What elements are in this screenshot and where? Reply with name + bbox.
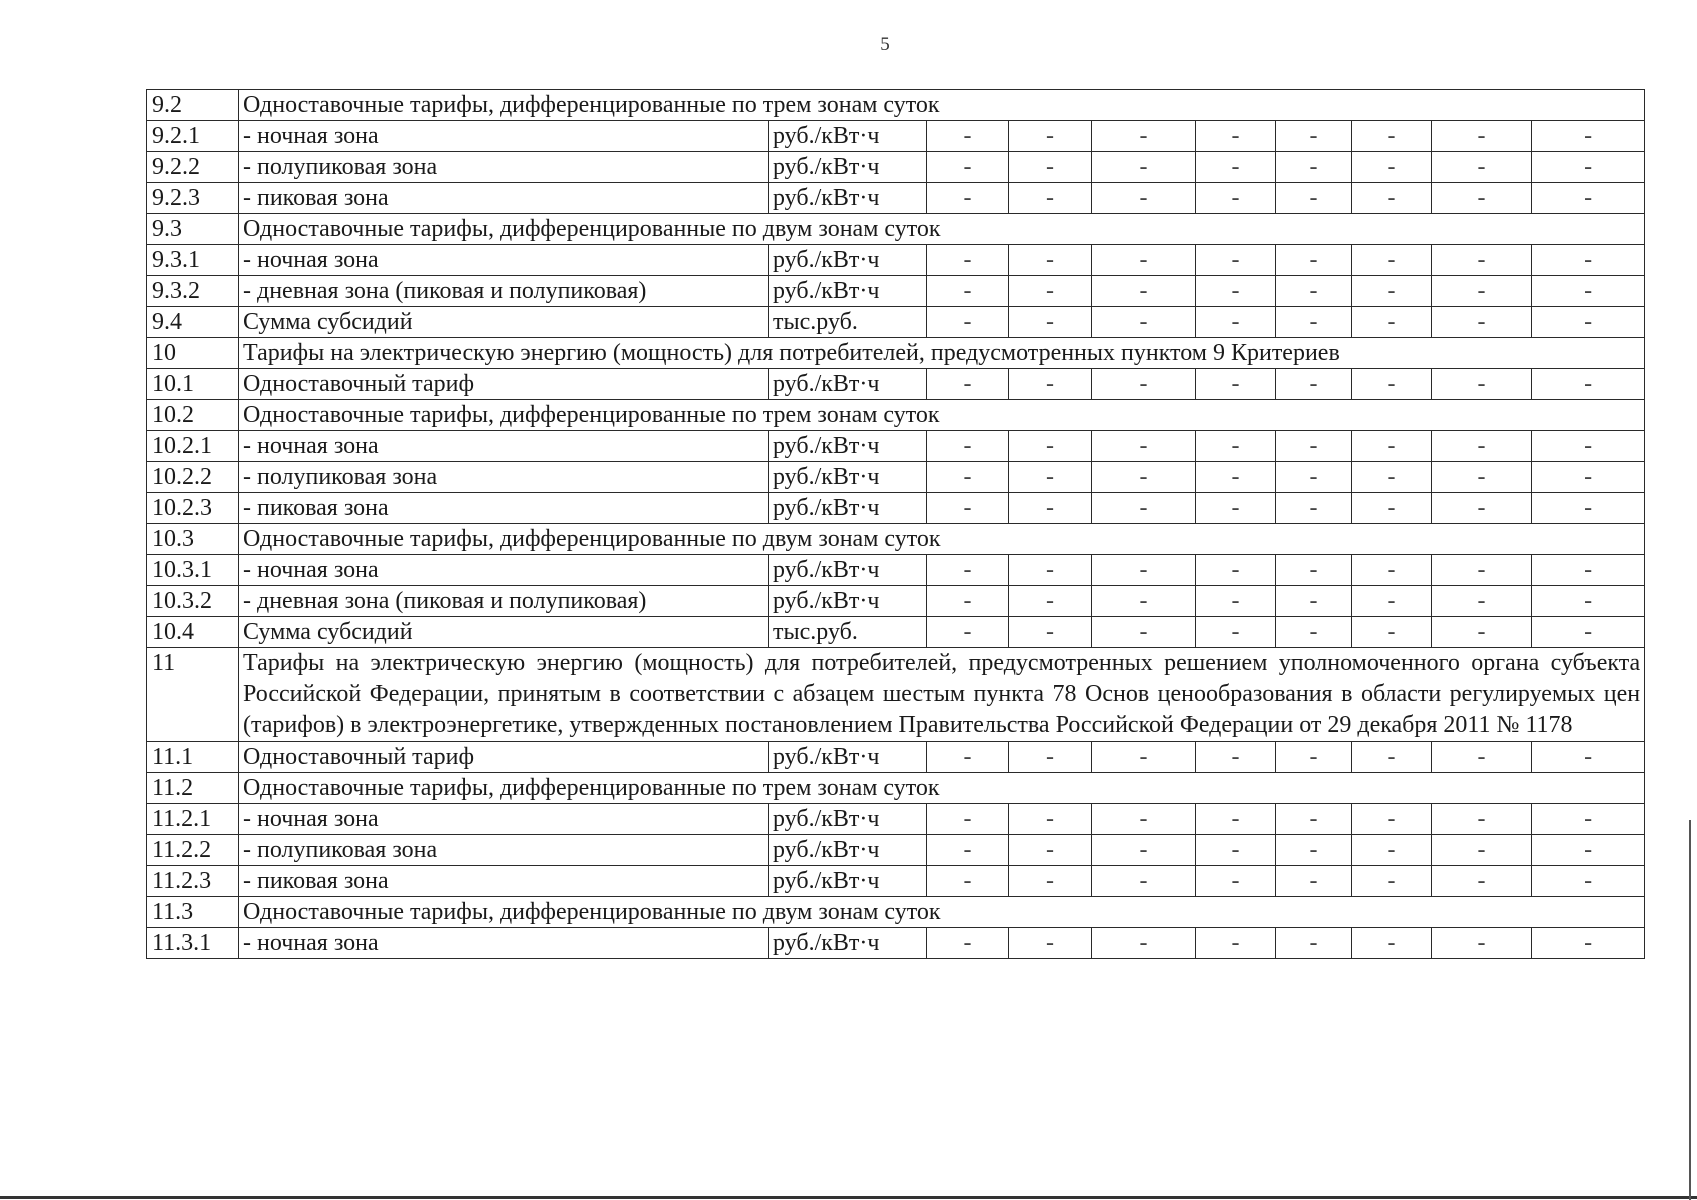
value-cell: - — [1276, 369, 1352, 400]
value-cell: - — [1009, 121, 1092, 152]
value-cell: - — [927, 586, 1009, 617]
value-cell: - — [1009, 276, 1092, 307]
value-cell: - — [1092, 152, 1196, 183]
row-unit: руб./кВт·ч — [769, 152, 927, 183]
table-row — [147, 835, 1645, 866]
value-cell: - — [1276, 742, 1352, 773]
value-cell: - — [1276, 617, 1352, 648]
value-cell: - — [1432, 183, 1532, 214]
value-cell: - — [1009, 431, 1092, 462]
row-label: Одноставочный тариф — [239, 742, 769, 773]
row-number: 11.2.2 — [147, 835, 239, 866]
value-cell: - — [927, 493, 1009, 524]
value-cell: - — [1092, 928, 1196, 959]
value-cell: - — [1532, 742, 1645, 773]
value-cell: - — [1432, 617, 1532, 648]
page-bottom-rule — [0, 1196, 1697, 1199]
row-label: - пиковая зона — [239, 183, 769, 214]
value-cell: - — [1009, 555, 1092, 586]
value-cell: - — [1276, 835, 1352, 866]
table-row — [147, 617, 1645, 648]
row-label: - полупиковая зона — [239, 152, 769, 183]
row-unit: руб./кВт·ч — [769, 276, 927, 307]
value-cell: - — [1009, 462, 1092, 493]
row-number: 11.2.1 — [147, 804, 239, 835]
value-cell: - — [1532, 555, 1645, 586]
row-number: 10.1 — [147, 369, 239, 400]
value-cell: - — [1276, 586, 1352, 617]
row-number: 11.2.3 — [147, 866, 239, 897]
value-cell: - — [1009, 369, 1092, 400]
row-group-title: Одноставочные тарифы, дифференцированные по трем зонам суток — [239, 400, 1645, 431]
row-label: - полупиковая зона — [239, 835, 769, 866]
table-row — [147, 245, 1645, 276]
row-unit: руб./кВт·ч — [769, 555, 927, 586]
value-cell: - — [1092, 617, 1196, 648]
table-row — [147, 773, 1645, 804]
value-cell: - — [1276, 493, 1352, 524]
table-row — [147, 338, 1645, 369]
value-cell: - — [1352, 431, 1432, 462]
value-cell: - — [1092, 431, 1196, 462]
value-cell: - — [1532, 804, 1645, 835]
row-number: 11.1 — [147, 742, 239, 773]
value-cell: - — [1432, 307, 1532, 338]
row-unit: руб./кВт·ч — [769, 804, 927, 835]
row-number: 10.2 — [147, 400, 239, 431]
row-unit: руб./кВт·ч — [769, 586, 927, 617]
value-cell: - — [1352, 307, 1432, 338]
value-cell: - — [927, 152, 1009, 183]
value-cell: - — [1432, 866, 1532, 897]
row-label: Сумма субсидий — [239, 307, 769, 338]
tariff-table — [146, 89, 1645, 959]
page-number: 5 — [880, 34, 890, 55]
value-cell: - — [1352, 804, 1432, 835]
value-cell: - — [1276, 307, 1352, 338]
row-group-title: Одноставочные тарифы, дифференцированные по двум зонам суток — [239, 214, 1645, 245]
row-unit: руб./кВт·ч — [769, 835, 927, 866]
value-cell: - — [1532, 245, 1645, 276]
value-cell: - — [1196, 617, 1276, 648]
value-cell: - — [1352, 152, 1432, 183]
value-cell: - — [1532, 866, 1645, 897]
row-label: - дневная зона (пиковая и полупиковая) — [239, 586, 769, 617]
row-unit: руб./кВт·ч — [769, 431, 927, 462]
value-cell: - — [1092, 835, 1196, 866]
value-cell: - — [1196, 866, 1276, 897]
table-row — [147, 90, 1645, 121]
row-unit: руб./кВт·ч — [769, 121, 927, 152]
row-label: Сумма субсидий — [239, 617, 769, 648]
row-unit: руб./кВт·ч — [769, 245, 927, 276]
value-cell: - — [1432, 586, 1532, 617]
row-group-title: Одноставочные тарифы, дифференцированные по трем зонам суток — [239, 773, 1645, 804]
value-cell: - — [1432, 121, 1532, 152]
value-cell: - — [1532, 276, 1645, 307]
row-label: - пиковая зона — [239, 866, 769, 897]
value-cell: - — [1196, 555, 1276, 586]
value-cell: - — [1532, 152, 1645, 183]
value-cell: - — [927, 121, 1009, 152]
value-cell: - — [1352, 866, 1432, 897]
value-cell: - — [1432, 276, 1532, 307]
table-row — [147, 493, 1645, 524]
row-label: - ночная зона — [239, 121, 769, 152]
value-cell: - — [1092, 493, 1196, 524]
row-number: 10.4 — [147, 617, 239, 648]
value-cell: - — [1276, 121, 1352, 152]
value-cell: - — [927, 835, 1009, 866]
row-number: 9.2.1 — [147, 121, 239, 152]
value-cell: - — [1432, 369, 1532, 400]
value-cell: - — [1196, 431, 1276, 462]
value-cell: - — [1352, 276, 1432, 307]
value-cell: - — [1092, 121, 1196, 152]
row-unit: тыс.руб. — [769, 617, 927, 648]
row-label: - полупиковая зона — [239, 462, 769, 493]
row-long-description: Тарифы на электрическую энергию (мощность) для потребителей, предусмотренных решением уполномоченного органа субъекта Российской Федерации, принятым в соответствии с абзацем шестым пункта 78 Основ ценообразования в области регулируемых цен (тарифов) в электроэнергетике, утвержденных постановлением Правительства Российской Федерации от 29 декабря 2011 № 1178 — [239, 648, 1645, 742]
table-row — [147, 928, 1645, 959]
value-cell: - — [1009, 245, 1092, 276]
value-cell: - — [1196, 307, 1276, 338]
value-cell: - — [1532, 928, 1645, 959]
row-number: 11.2 — [147, 773, 239, 804]
value-cell: - — [1276, 555, 1352, 586]
value-cell: - — [1352, 121, 1432, 152]
value-cell: - — [927, 617, 1009, 648]
value-cell: - — [1532, 586, 1645, 617]
value-cell: - — [927, 307, 1009, 338]
value-cell: - — [1092, 555, 1196, 586]
table-row — [147, 462, 1645, 493]
row-number: 9.2.2 — [147, 152, 239, 183]
value-cell: - — [1009, 493, 1092, 524]
value-cell: - — [1532, 183, 1645, 214]
table-row — [147, 866, 1645, 897]
row-number: 9.3.1 — [147, 245, 239, 276]
scan-edge-line — [1689, 820, 1691, 1200]
value-cell: - — [1196, 245, 1276, 276]
value-cell: - — [1009, 928, 1092, 959]
row-group-title: Одноставочные тарифы, дифференцированные по трем зонам суток — [239, 90, 1645, 121]
value-cell: - — [1009, 835, 1092, 866]
value-cell: - — [1009, 307, 1092, 338]
value-cell: - — [1532, 462, 1645, 493]
value-cell: - — [927, 183, 1009, 214]
value-cell: - — [1532, 835, 1645, 866]
value-cell: - — [1352, 555, 1432, 586]
row-number: 10.2.2 — [147, 462, 239, 493]
row-group-title: Одноставочные тарифы, дифференцированные по двум зонам суток — [239, 524, 1645, 555]
table-row — [147, 276, 1645, 307]
value-cell: - — [1532, 121, 1645, 152]
value-cell: - — [1352, 928, 1432, 959]
value-cell: - — [1092, 586, 1196, 617]
table-row — [147, 524, 1645, 555]
row-number: 11 — [147, 648, 239, 742]
table-row — [147, 431, 1645, 462]
row-unit: руб./кВт·ч — [769, 866, 927, 897]
value-cell: - — [1432, 462, 1532, 493]
value-cell: - — [1196, 183, 1276, 214]
value-cell: - — [1276, 804, 1352, 835]
row-unit: руб./кВт·ч — [769, 462, 927, 493]
row-number: 10.3.1 — [147, 555, 239, 586]
row-unit: руб./кВт·ч — [769, 928, 927, 959]
value-cell: - — [1009, 586, 1092, 617]
row-number: 10.2.1 — [147, 431, 239, 462]
row-number: 10 — [147, 338, 239, 369]
row-number: 9.3.2 — [147, 276, 239, 307]
row-unit: руб./кВт·ч — [769, 493, 927, 524]
value-cell: - — [1196, 369, 1276, 400]
value-cell: - — [1276, 152, 1352, 183]
table-row — [147, 586, 1645, 617]
value-cell: - — [927, 462, 1009, 493]
table-row — [147, 121, 1645, 152]
table-row — [147, 214, 1645, 245]
row-label: - пиковая зона — [239, 493, 769, 524]
row-label: - ночная зона — [239, 245, 769, 276]
row-number: 9.3 — [147, 214, 239, 245]
value-cell: - — [1432, 742, 1532, 773]
row-number: 11.3.1 — [147, 928, 239, 959]
value-cell: - — [1532, 431, 1645, 462]
value-cell: - — [1532, 307, 1645, 338]
value-cell: - — [1092, 804, 1196, 835]
value-cell: - — [927, 245, 1009, 276]
value-cell: - — [927, 804, 1009, 835]
value-cell: - — [1276, 276, 1352, 307]
value-cell: - — [1352, 493, 1432, 524]
value-cell: - — [1009, 866, 1092, 897]
row-number: 9.2.3 — [147, 183, 239, 214]
table-row — [147, 648, 1645, 742]
value-cell: - — [1432, 431, 1532, 462]
value-cell: - — [1092, 183, 1196, 214]
row-group-title: Тарифы на электрическую энергию (мощность) для потребителей, предусмотренных пунктом 9 Критериев — [239, 338, 1645, 369]
row-label: - ночная зона — [239, 431, 769, 462]
value-cell: - — [1532, 369, 1645, 400]
value-cell: - — [1196, 928, 1276, 959]
row-label: - дневная зона (пиковая и полупиковая) — [239, 276, 769, 307]
value-cell: - — [1092, 742, 1196, 773]
value-cell: - — [1352, 183, 1432, 214]
table-row — [147, 742, 1645, 773]
value-cell: - — [1432, 555, 1532, 586]
value-cell: - — [1196, 152, 1276, 183]
value-cell: - — [1092, 462, 1196, 493]
value-cell: - — [1352, 742, 1432, 773]
row-label: Одноставочный тариф — [239, 369, 769, 400]
table-row — [147, 307, 1645, 338]
row-group-title: Одноставочные тарифы, дифференцированные по двум зонам суток — [239, 897, 1645, 928]
row-number: 10.3 — [147, 524, 239, 555]
value-cell: - — [1196, 493, 1276, 524]
row-number: 10.3.2 — [147, 586, 239, 617]
row-label: - ночная зона — [239, 555, 769, 586]
value-cell: - — [927, 431, 1009, 462]
value-cell: - — [1352, 462, 1432, 493]
value-cell: - — [1276, 866, 1352, 897]
value-cell: - — [1352, 617, 1432, 648]
value-cell: - — [1432, 804, 1532, 835]
value-cell: - — [1196, 462, 1276, 493]
value-cell: - — [1009, 617, 1092, 648]
value-cell: - — [1532, 617, 1645, 648]
value-cell: - — [927, 928, 1009, 959]
value-cell: - — [1009, 152, 1092, 183]
value-cell: - — [1432, 152, 1532, 183]
value-cell: - — [1352, 835, 1432, 866]
value-cell: - — [1532, 493, 1645, 524]
value-cell: - — [1276, 245, 1352, 276]
value-cell: - — [1352, 369, 1432, 400]
value-cell: - — [1092, 369, 1196, 400]
value-cell: - — [1432, 928, 1532, 959]
row-number: 9.4 — [147, 307, 239, 338]
table-row — [147, 555, 1645, 586]
value-cell: - — [1196, 276, 1276, 307]
row-unit: руб./кВт·ч — [769, 742, 927, 773]
table-row — [147, 183, 1645, 214]
value-cell: - — [1196, 835, 1276, 866]
value-cell: - — [1276, 183, 1352, 214]
value-cell: - — [1092, 866, 1196, 897]
value-cell: - — [927, 866, 1009, 897]
value-cell: - — [1352, 245, 1432, 276]
value-cell: - — [1276, 928, 1352, 959]
value-cell: - — [1092, 276, 1196, 307]
row-number: 9.2 — [147, 90, 239, 121]
value-cell: - — [1092, 245, 1196, 276]
table-row — [147, 897, 1645, 928]
value-cell: - — [927, 369, 1009, 400]
value-cell: - — [1092, 307, 1196, 338]
row-number: 11.3 — [147, 897, 239, 928]
value-cell: - — [1432, 493, 1532, 524]
value-cell: - — [1196, 121, 1276, 152]
value-cell: - — [1432, 835, 1532, 866]
value-cell: - — [1009, 183, 1092, 214]
table-body — [147, 90, 1645, 959]
table-row — [147, 369, 1645, 400]
value-cell: - — [1196, 742, 1276, 773]
row-number: 10.2.3 — [147, 493, 239, 524]
table-row — [147, 400, 1645, 431]
value-cell: - — [1196, 586, 1276, 617]
row-unit: тыс.руб. — [769, 307, 927, 338]
table-row — [147, 804, 1645, 835]
value-cell: - — [1432, 245, 1532, 276]
value-cell: - — [1009, 742, 1092, 773]
value-cell: - — [1196, 804, 1276, 835]
row-label: - ночная зона — [239, 804, 769, 835]
row-label: - ночная зона — [239, 928, 769, 959]
value-cell: - — [927, 742, 1009, 773]
value-cell: - — [1276, 431, 1352, 462]
value-cell: - — [927, 276, 1009, 307]
value-cell: - — [1352, 586, 1432, 617]
value-cell: - — [1276, 462, 1352, 493]
value-cell: - — [1009, 804, 1092, 835]
table-row — [147, 152, 1645, 183]
row-unit: руб./кВт·ч — [769, 183, 927, 214]
row-unit: руб./кВт·ч — [769, 369, 927, 400]
value-cell: - — [927, 555, 1009, 586]
